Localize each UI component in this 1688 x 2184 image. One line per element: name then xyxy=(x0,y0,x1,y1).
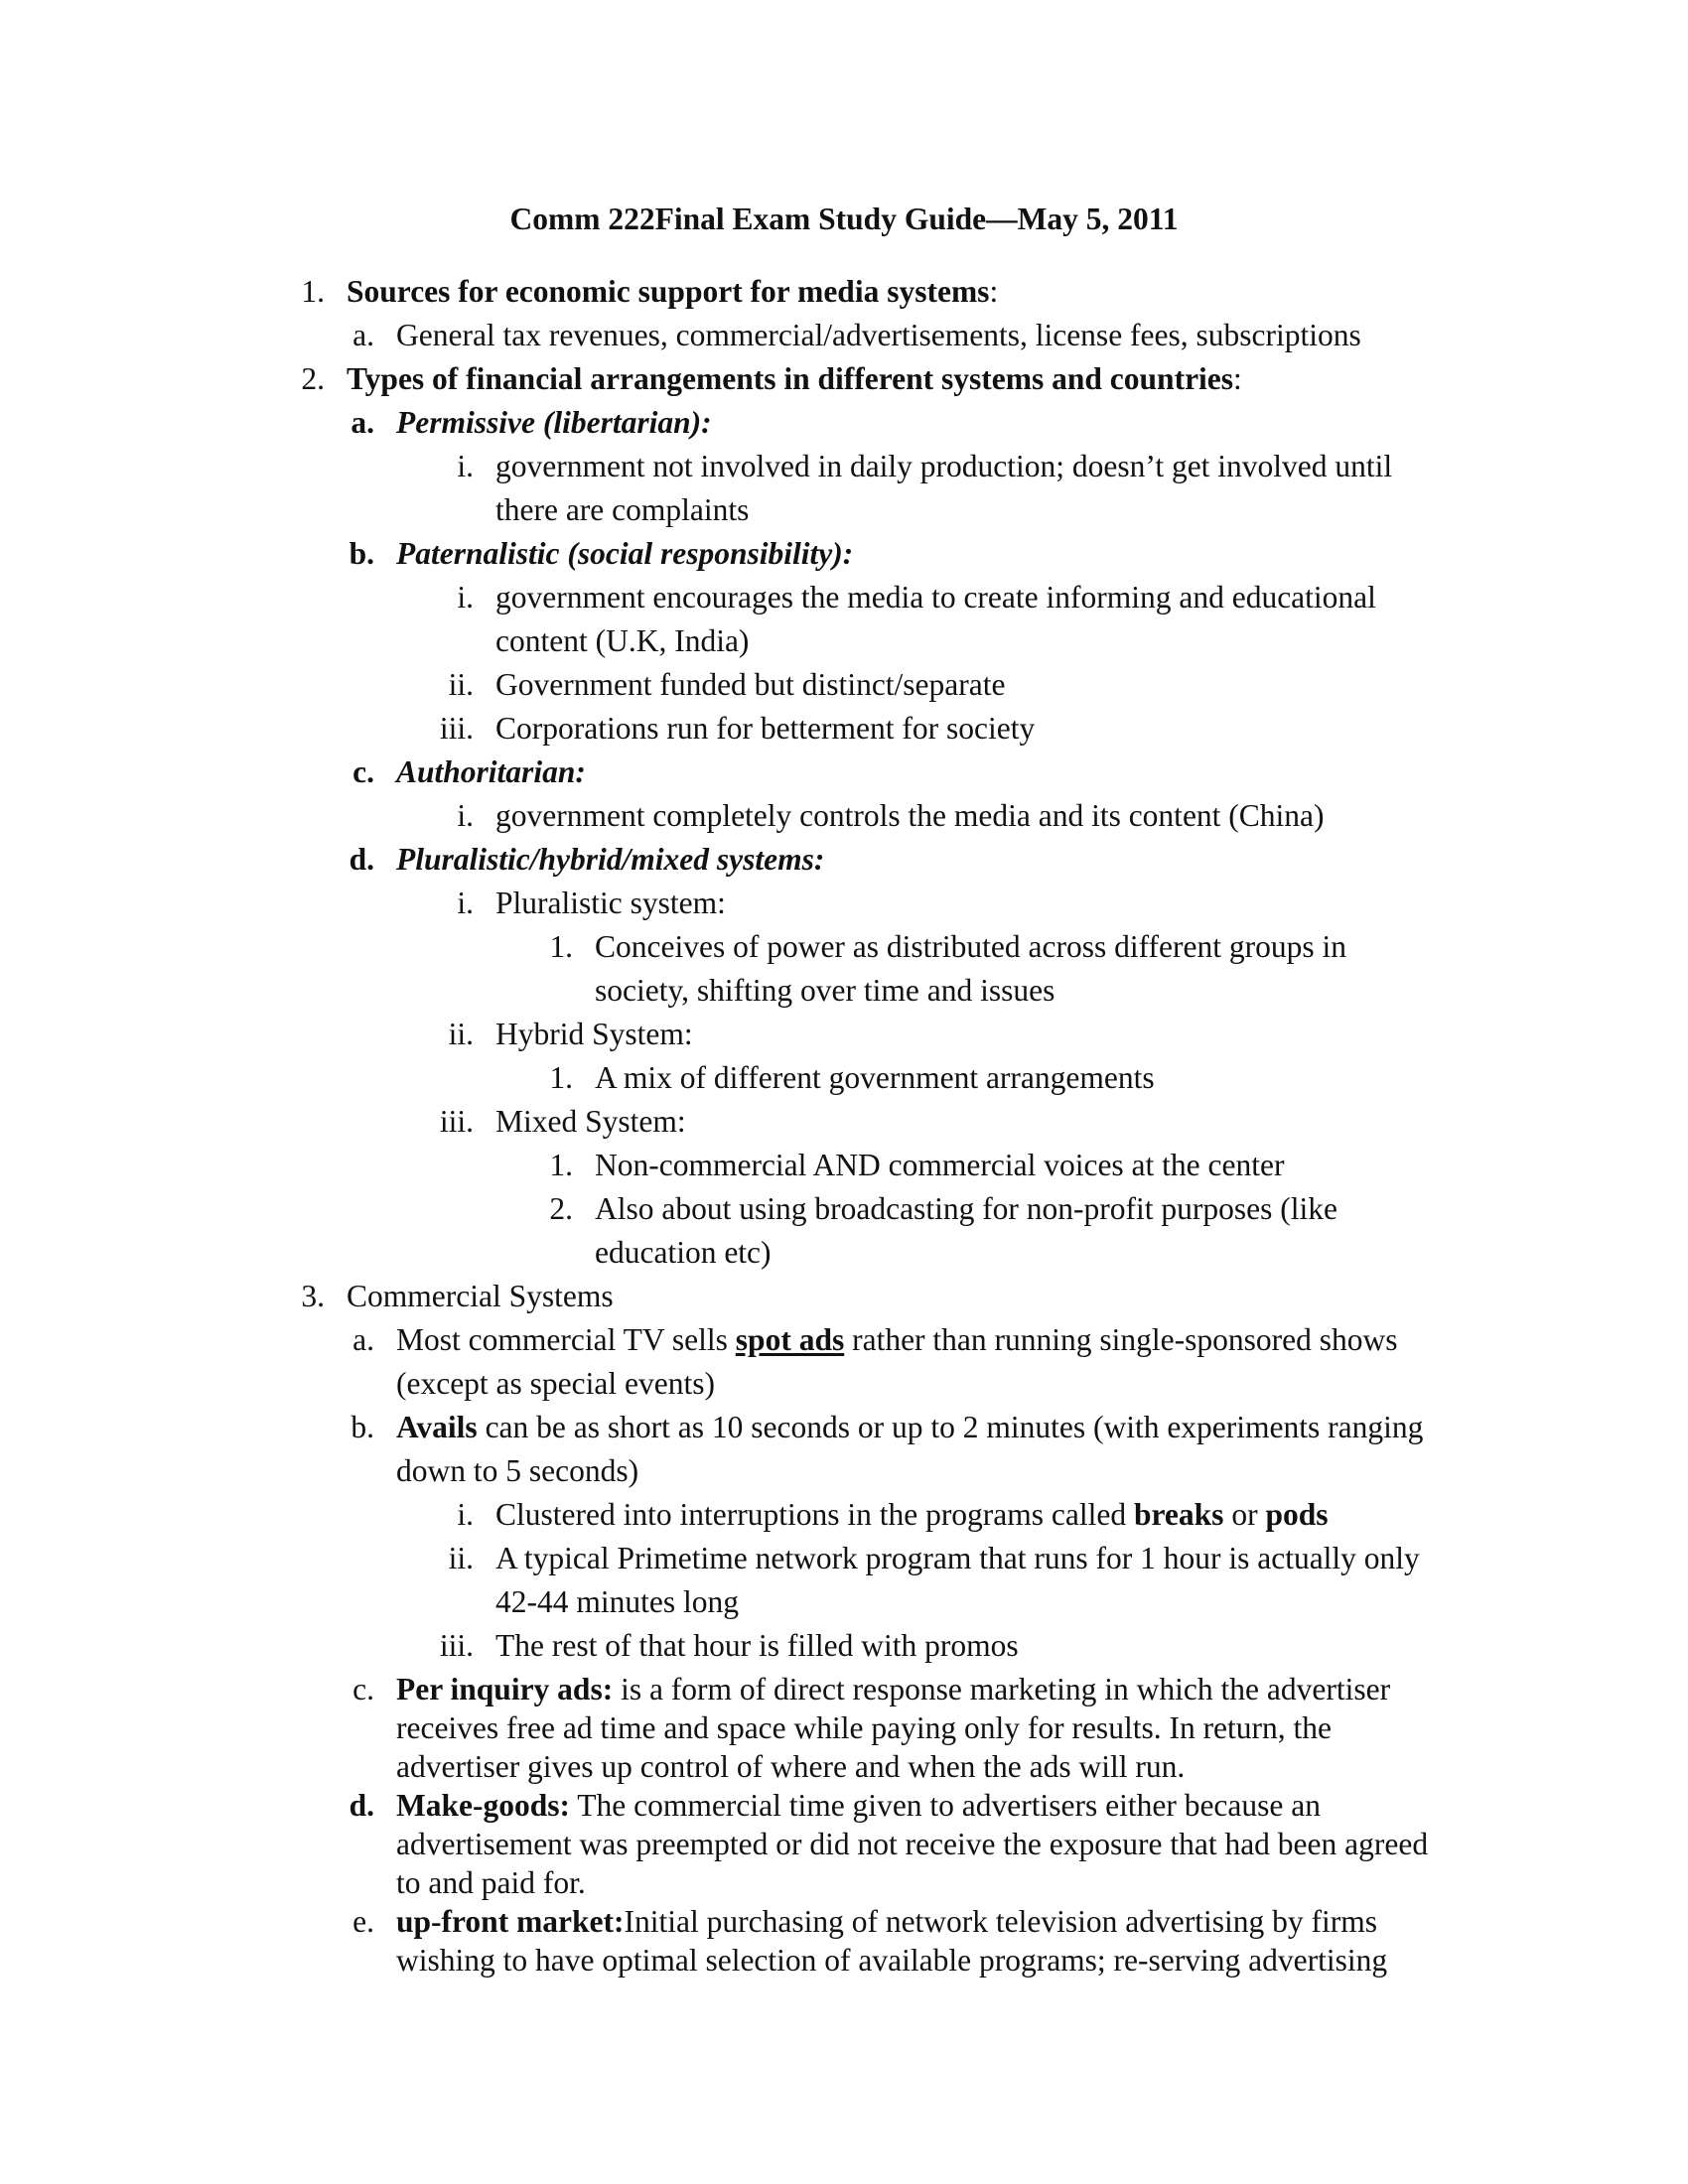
section-3b-ii-line2: 42-44 minutes long xyxy=(495,1584,739,1619)
section-3b-i-text: Clustered into interruptions in the programs called breaks or pods xyxy=(495,1497,1329,1532)
section-2d-i-1-mark: 1. xyxy=(549,929,573,964)
section-3b-mark: b. xyxy=(351,1410,374,1444)
section-2b-i-line1: government encourages the media to create informing and educational xyxy=(495,580,1376,614)
section-2b-mark: b. xyxy=(349,536,374,571)
section-3b-ii-mark: ii. xyxy=(448,1541,474,1575)
section-2d-i-1-line2: society, shifting over time and issues xyxy=(595,973,1055,1008)
section-2d-i-text: Pluralistic system: xyxy=(495,886,726,920)
section-2d-ii-mark: ii. xyxy=(448,1017,474,1051)
section-3c-mark: c. xyxy=(352,1672,374,1706)
section-2d-i-mark: i. xyxy=(457,886,474,920)
section-3b-iii-mark: iii. xyxy=(439,1628,474,1663)
section-2d-mark: d. xyxy=(349,842,374,877)
section-1a-mark: a. xyxy=(352,318,374,352)
section-3e-mark: e. xyxy=(352,1904,374,1939)
section-3d-mark: d. xyxy=(349,1788,374,1823)
section-2c-i-text: government completely controls the media and its content (China) xyxy=(495,798,1325,833)
section-3e-line1: up-front market:Initial purchasing of network television advertising by firms xyxy=(396,1904,1377,1939)
section-2d-i-1-line1: Conceives of power as distributed across different groups in xyxy=(595,929,1346,964)
section-3e-line2: wishing to have optimal selection of available programs; re-serving advertising xyxy=(396,1943,1388,1978)
section-3c-line2: receives free ad time and space while paying only for results. In return, the xyxy=(396,1710,1333,1745)
section-2b-heading: Paternalistic (social responsibility): xyxy=(396,536,854,571)
section-3a-mark: a. xyxy=(352,1322,374,1357)
section-2d-ii-text: Hybrid System: xyxy=(495,1017,693,1051)
section-3b-line1: Avails can be as short as 10 seconds or up to 2 minutes (with experiments ranging xyxy=(396,1410,1424,1444)
section-2d-heading: Pluralistic/hybrid/mixed systems: xyxy=(396,842,825,877)
section-3b-line2: down to 5 seconds) xyxy=(396,1453,639,1488)
section-3-number: 3. xyxy=(301,1279,325,1313)
section-1-number: 1. xyxy=(301,274,325,309)
section-2b-iii-text: Corporations run for betterment for society xyxy=(495,711,1036,746)
section-3d-line3: to and paid for. xyxy=(396,1865,586,1900)
section-2d-iii-2-line1: Also about using broadcasting for non-profit purposes (like xyxy=(595,1191,1337,1226)
section-2a-mark: a. xyxy=(351,405,374,440)
section-3c-line3: advertiser gives up control of where and when the ads will run. xyxy=(396,1749,1186,1784)
section-3d-line2: advertisement was preempted or did not receive the exposure that had been agreed xyxy=(396,1827,1429,1861)
section-2d-iii-2-mark: 2. xyxy=(549,1191,573,1226)
section-2b-ii-text: Government funded but distinct/separate xyxy=(495,667,1006,702)
section-1-heading: Sources for economic support for media systems: xyxy=(347,274,999,309)
section-3b-i-mark: i. xyxy=(457,1497,474,1532)
section-2d-ii-1-mark: 1. xyxy=(549,1060,573,1095)
page-title: Comm 222Final Exam Study Guide—May 5, 2011 xyxy=(509,202,1179,236)
section-2c-i-mark: i. xyxy=(457,798,474,833)
section-2b-iii-mark: iii. xyxy=(439,711,474,746)
section-2c-mark: c. xyxy=(352,754,374,789)
section-2d-iii-1-mark: 1. xyxy=(549,1148,573,1182)
section-2b-i-mark: i. xyxy=(457,580,474,614)
section-2d-iii-mark: iii. xyxy=(439,1104,474,1139)
section-2b-i-line2: content (U.K, India) xyxy=(495,623,750,658)
section-3c-line1: Per inquiry ads: is a form of direct response marketing in which the advertiser xyxy=(396,1672,1391,1706)
section-2a-i-mark: i. xyxy=(457,449,474,483)
section-2a-i-line2: there are complaints xyxy=(495,492,750,527)
section-2-heading: Types of financial arrangements in different systems and countries: xyxy=(347,361,1242,396)
section-3a-line1: Most commercial TV sells spot ads rather than running single-sponsored shows xyxy=(396,1322,1398,1357)
section-3b-iii-text: The rest of that hour is filled with promos xyxy=(495,1628,1019,1663)
section-2c-heading: Authoritarian: xyxy=(396,754,586,789)
section-3d-line1: Make-goods: The commercial time given to advertisers either because an xyxy=(396,1788,1321,1823)
section-3-heading: Commercial Systems xyxy=(347,1279,614,1313)
section-2a-heading: Permissive (libertarian): xyxy=(396,405,712,440)
section-2a-i-line1: government not involved in daily production; doesn’t get involved until xyxy=(495,449,1393,483)
section-3b-ii-line1: A typical Primetime network program that runs for 1 hour is actually only xyxy=(495,1541,1420,1575)
section-1a-text: General tax revenues, commercial/advertisements, license fees, subscriptions xyxy=(396,318,1361,352)
section-2d-iii-2-line2: education etc) xyxy=(595,1235,772,1270)
section-2-number: 2. xyxy=(301,361,325,396)
spot-ads-term: spot ads xyxy=(735,1322,845,1357)
section-3a-line2: (except as special events) xyxy=(396,1366,715,1401)
section-2d-iii-1-text: Non-commercial AND commercial voices at the center xyxy=(595,1148,1285,1182)
section-2d-ii-1-text: A mix of different government arrangements xyxy=(595,1060,1155,1095)
section-2d-iii-text: Mixed System: xyxy=(495,1104,686,1139)
section-2b-ii-mark: ii. xyxy=(448,667,474,702)
